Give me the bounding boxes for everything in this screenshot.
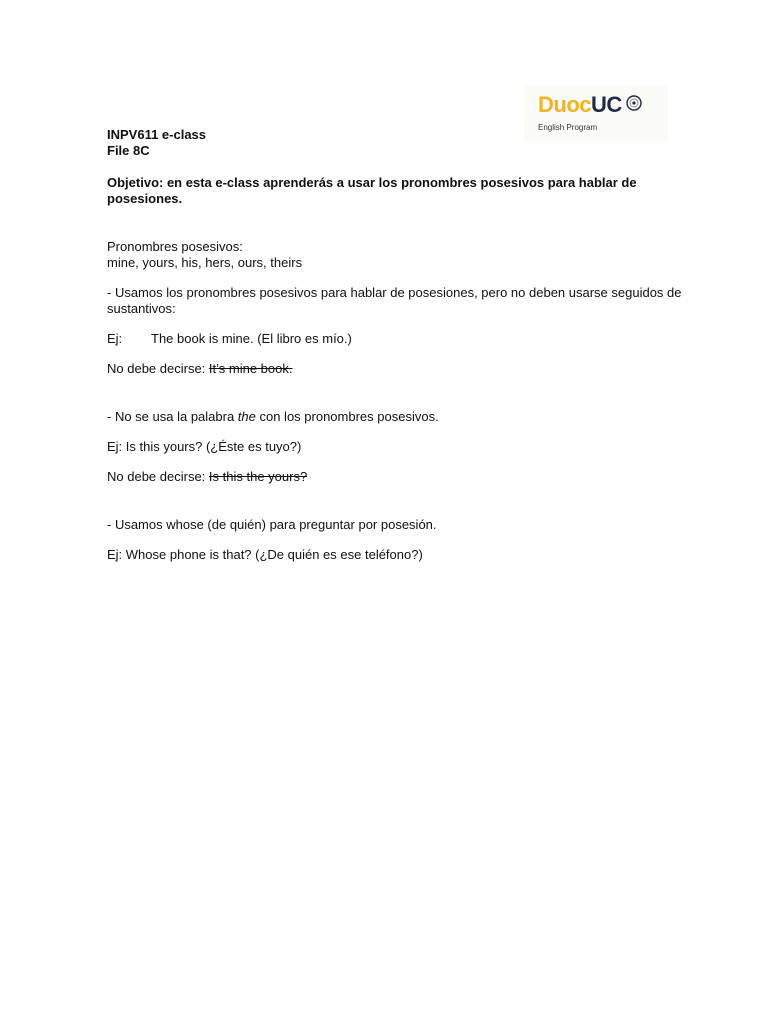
rule-2-text-before: - No se usa la palabra xyxy=(107,409,238,424)
example-label: Ej: xyxy=(107,331,123,346)
rule-1-example xyxy=(107,331,687,347)
wrong-sentence: It’s mine book. xyxy=(208,361,293,376)
logo-subtitle: English Program xyxy=(538,123,598,132)
seal-icon xyxy=(626,95,642,111)
wrong-label: No debe decirse: xyxy=(107,469,209,484)
rule-3-text: - Usamos whose (de quién) para preguntar por posesión. xyxy=(107,517,437,532)
rule-3-example: Ej: Whose phone is that? (¿De quién es ese teléfono?) xyxy=(107,547,423,562)
rule-1-wrong xyxy=(107,361,687,377)
rule-2-example: Ej: Is this yours? (¿Éste es tuyo?) xyxy=(107,439,302,454)
logo-brand-uc: UC xyxy=(591,92,622,117)
document-body xyxy=(107,127,687,563)
rule-2-italic-word: the xyxy=(237,409,256,424)
objective: Objetivo: en esta e-class aprenderás a usar los pronombres posesivos para hablar de posesiones. xyxy=(107,175,637,206)
example-sentence: The book is mine. (El libro es mío.) xyxy=(151,331,352,346)
rule-2-text xyxy=(107,409,687,425)
course-code: INPV611 e-class xyxy=(107,127,207,142)
rule-2-wrong xyxy=(107,469,687,485)
pronouns-heading: Pronombres posesivos: xyxy=(107,239,243,254)
logo-wordmark xyxy=(538,92,622,118)
wrong-sentence: Is this the yours? xyxy=(208,469,308,484)
rule-2-text-after: con los pronombres posesivos. xyxy=(255,409,439,424)
rule-1-text: - Usamos los pronombres posesivos para hablar de posesiones, pero no deben usarse seguidos de sustantivos: xyxy=(107,285,682,316)
file-title: File 8C xyxy=(107,143,150,158)
pronouns-list: mine, yours, his, hers, ours, theirs xyxy=(107,255,303,270)
wrong-label: No debe decirse: xyxy=(107,361,209,376)
logo-brand-duoc: Duoc xyxy=(538,92,591,117)
